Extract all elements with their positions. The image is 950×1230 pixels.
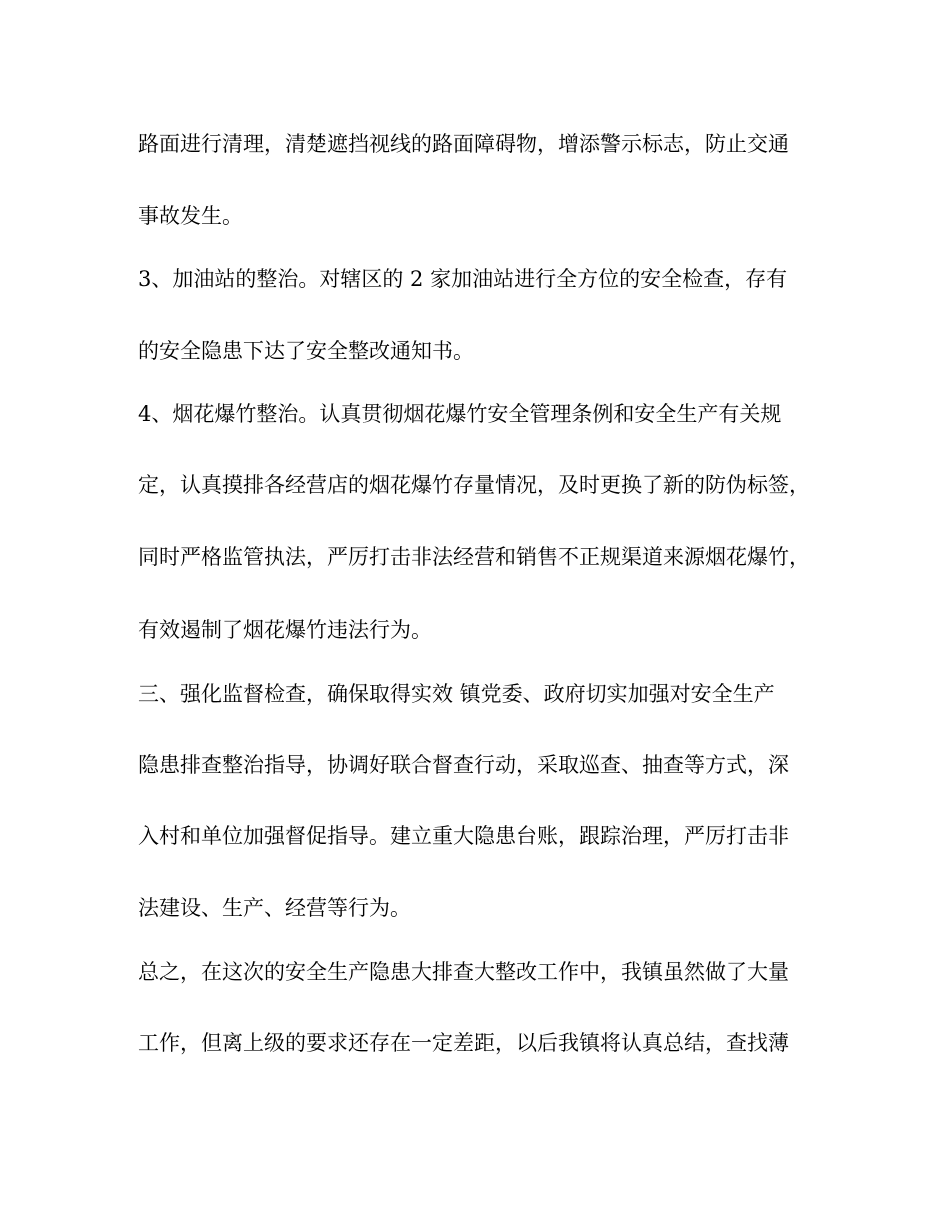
text-line-3: 3、加油站的整治。对辖区的 2 家加油站进行全方位的安全检查，存有 <box>138 267 788 291</box>
text-line-9: 三、强化监督检查，确保取得实效 镇党委、政府切实加强对安全生产 <box>138 682 775 706</box>
text-line-5: 4、烟花爆竹整治。认真贯彻烟花爆竹安全管理条例和安全生产有关规 <box>138 402 782 426</box>
text-line-2: 事故发生。 <box>138 204 243 228</box>
text-line-10: 隐患排查整治指导，协调好联合督查行动，采取巡查、抽查等方式，深 <box>138 753 789 777</box>
text-line-11: 入村和单位加强督促指导。建立重大隐患台账，跟踪治理，严厉打击非 <box>138 824 789 848</box>
text-line-7: 同时严格监管执法，严厉打击非法经营和销售不正规渠道来源烟花爆竹， <box>138 545 810 569</box>
text-line-4: 的安全隐患下达了安全整改通知书。 <box>138 339 474 363</box>
text-line-6: 定，认真摸排各经营店的烟花爆竹存量情况，及时更换了新的防伪标签， <box>138 473 810 497</box>
text-line-13: 总之，在这次的安全生产隐患大排查大整改工作中，我镇虽然做了大量 <box>138 960 789 984</box>
text-line-8: 有效遏制了烟花爆竹违法行为。 <box>138 618 432 642</box>
text-line-1: 路面进行清理，清楚遮挡视线的路面障碍物，增添警示标志，防止交通 <box>138 132 789 156</box>
text-line-12: 法建设、生产、经营等行为。 <box>138 896 411 920</box>
text-line-14: 工作，但离上级的要求还存在一定差距，以后我镇将认真总结，查找薄 <box>138 1031 789 1055</box>
